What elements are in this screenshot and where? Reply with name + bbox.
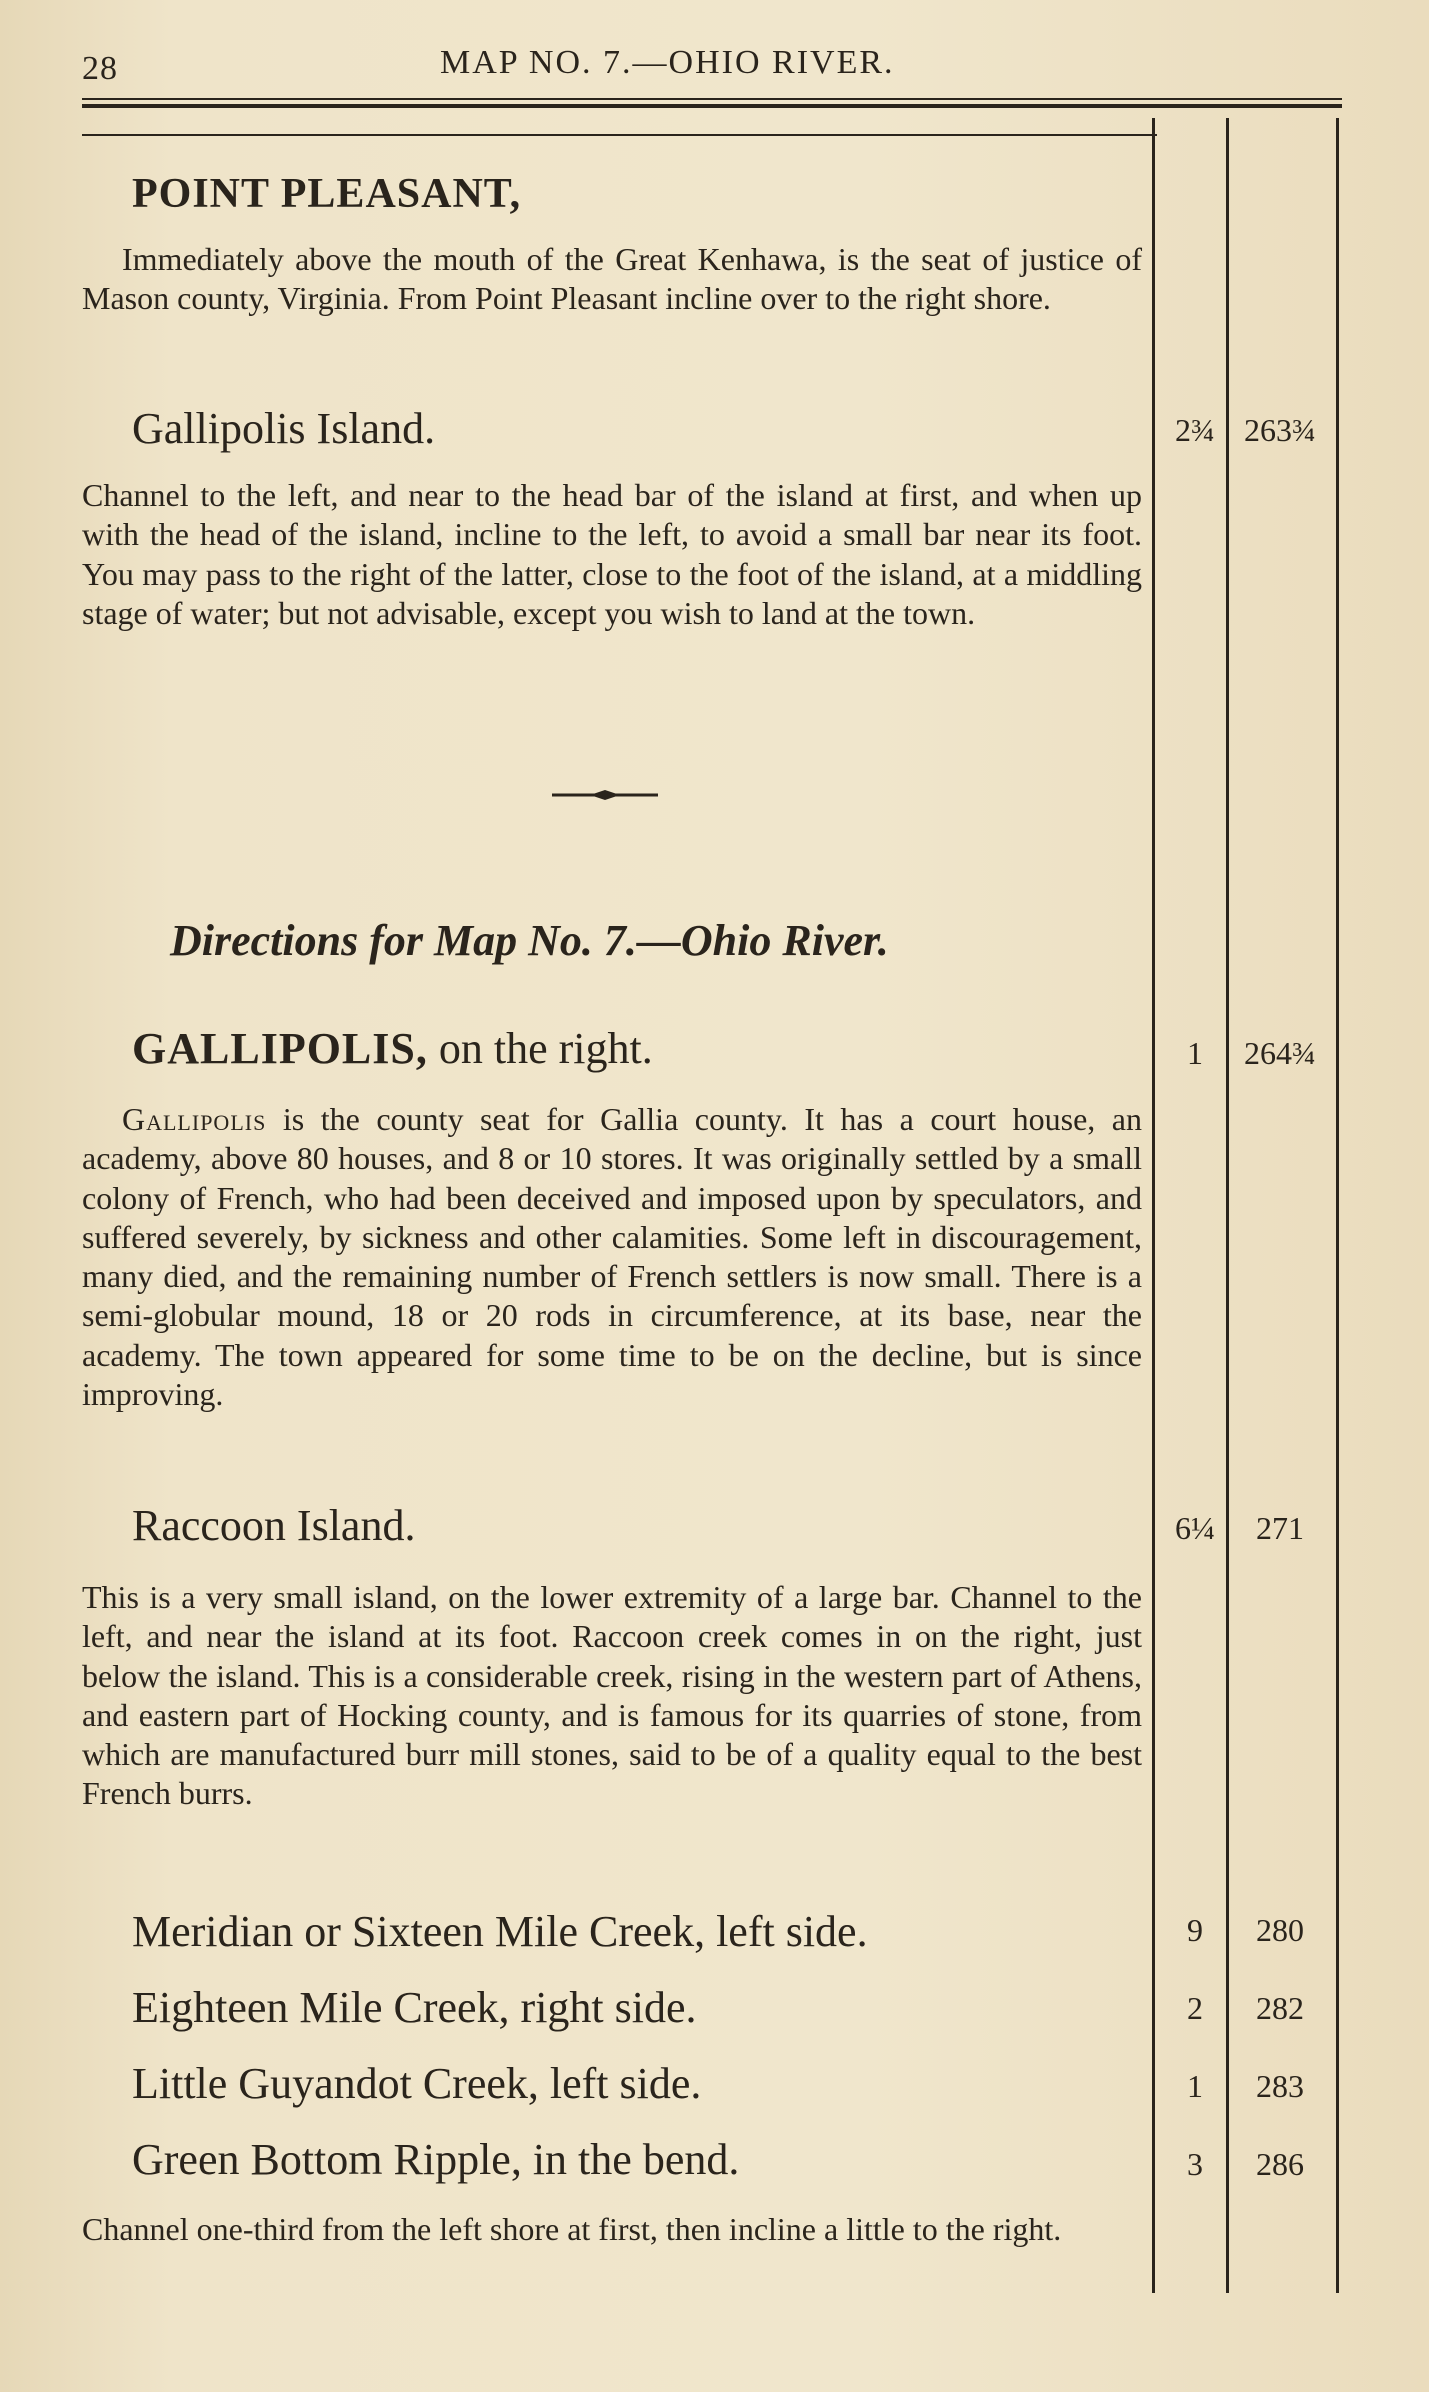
- total-distance-value: 282: [1256, 1990, 1304, 2026]
- place-description: Channel one-third from the left shore at first, then incline a little to the right.: [82, 2211, 1062, 2247]
- distance-value: 3: [1187, 2146, 1203, 2182]
- directions-title: Directions for Map No. 7.—Ohio River.: [170, 916, 889, 965]
- distance-value: 1: [1187, 1035, 1203, 1071]
- total-distance-value: 280: [1256, 1912, 1304, 1948]
- paragraph-body: is the county seat for Gallia county. It has a court house, an academy, above 80 houses, and 8 or 10 stores. It was originally settled by a small colony of French, who had been deceived and imposed upon by speculators, and suffered severely, by sickness and other calamities. Some left in discouragement, many died, and the remaining number of French settlers is now small. There is a semi-globular mound, 18 or 20 rods in circumference, at its base, near the academy. The town appeared for some time to be on the decline, but is since improving.: [82, 1101, 1142, 1413]
- distance-value: 9: [1187, 1912, 1203, 1948]
- section-divider-ornament: [550, 788, 660, 802]
- column-rule-right: [1336, 118, 1339, 2293]
- place-heading: [132, 1984, 697, 2032]
- place-heading: [132, 1025, 653, 1073]
- total-distance-value: 264¾: [1244, 1035, 1316, 1071]
- place-description: Immediately above the mouth of the Great Kenhawa, is the seat of justice of Mason county, Virginia. From Point Pleasant incline over to the right shore.: [82, 241, 1142, 317]
- place-name: Meridian or Sixteen Mile Creek, left side.: [132, 1907, 868, 1956]
- distance-value: 1: [1187, 2068, 1203, 2104]
- place-heading: [132, 2060, 701, 2108]
- header-rule-bottom: [82, 104, 1342, 108]
- place-description: [82, 1100, 1142, 1414]
- distance-value: 2: [1187, 1990, 1203, 2026]
- place-name: Green Bottom Ripple, in the bend.: [132, 2135, 740, 2184]
- place-heading: [132, 2136, 739, 2184]
- place-heading: [132, 1908, 868, 1956]
- place-heading: [132, 405, 435, 453]
- place-description: Channel to the left, and near to the head bar of the island at first, and when up with the head of the island, incline to the left, to avoid a small bar near its foot. You may pass to the right of the latter, close to the foot of the island, at a middling stage of water; but not advisable, except you wish to land at the town.: [82, 477, 1142, 631]
- column-rule-left: [1152, 118, 1155, 2293]
- header-rule-thin: [82, 134, 1157, 136]
- total-distance-value: 283: [1256, 2068, 1304, 2104]
- place-name: GALLIPOLIS,: [132, 1024, 428, 1073]
- total-distance-value: 271: [1256, 1510, 1304, 1546]
- place-suffix: on the right.: [427, 1024, 653, 1073]
- place-name: Gallipolis Island.: [132, 404, 436, 453]
- total-distance-value: 263¾: [1244, 412, 1316, 448]
- page-number: 28: [82, 50, 118, 87]
- distance-value: 2¾: [1175, 412, 1215, 448]
- place-heading: [132, 1502, 415, 1550]
- place-name: Eighteen Mile Creek, right side.: [132, 1983, 697, 2032]
- total-distance-value: 286: [1256, 2146, 1304, 2182]
- running-title: MAP NO. 7.—OHIO RIVER.: [440, 44, 895, 81]
- header-rule-top: [82, 98, 1342, 100]
- place-description: This is a very small island, on the lower extremity of a large bar. Channel to the left, and near the island at its foot. Raccoon creek comes in on the right, just below the island. This is a considerable creek, rising in the western part of Athens, and eastern part of Hocking county, and is famous for its quarries of stone, from which are manufactured burr mill stones, said to be of a quality equal to the best French burrs.: [82, 1579, 1142, 1812]
- place-name: Little Guyandot Creek, left side.: [132, 2059, 702, 2108]
- place-name: POINT PLEASANT,: [132, 171, 522, 217]
- paragraph-lead: Gallipolis: [122, 1101, 267, 1137]
- distance-value: 6¼: [1175, 1510, 1215, 1546]
- place-name: Raccoon Island.: [132, 1501, 416, 1550]
- place-heading: [132, 170, 521, 218]
